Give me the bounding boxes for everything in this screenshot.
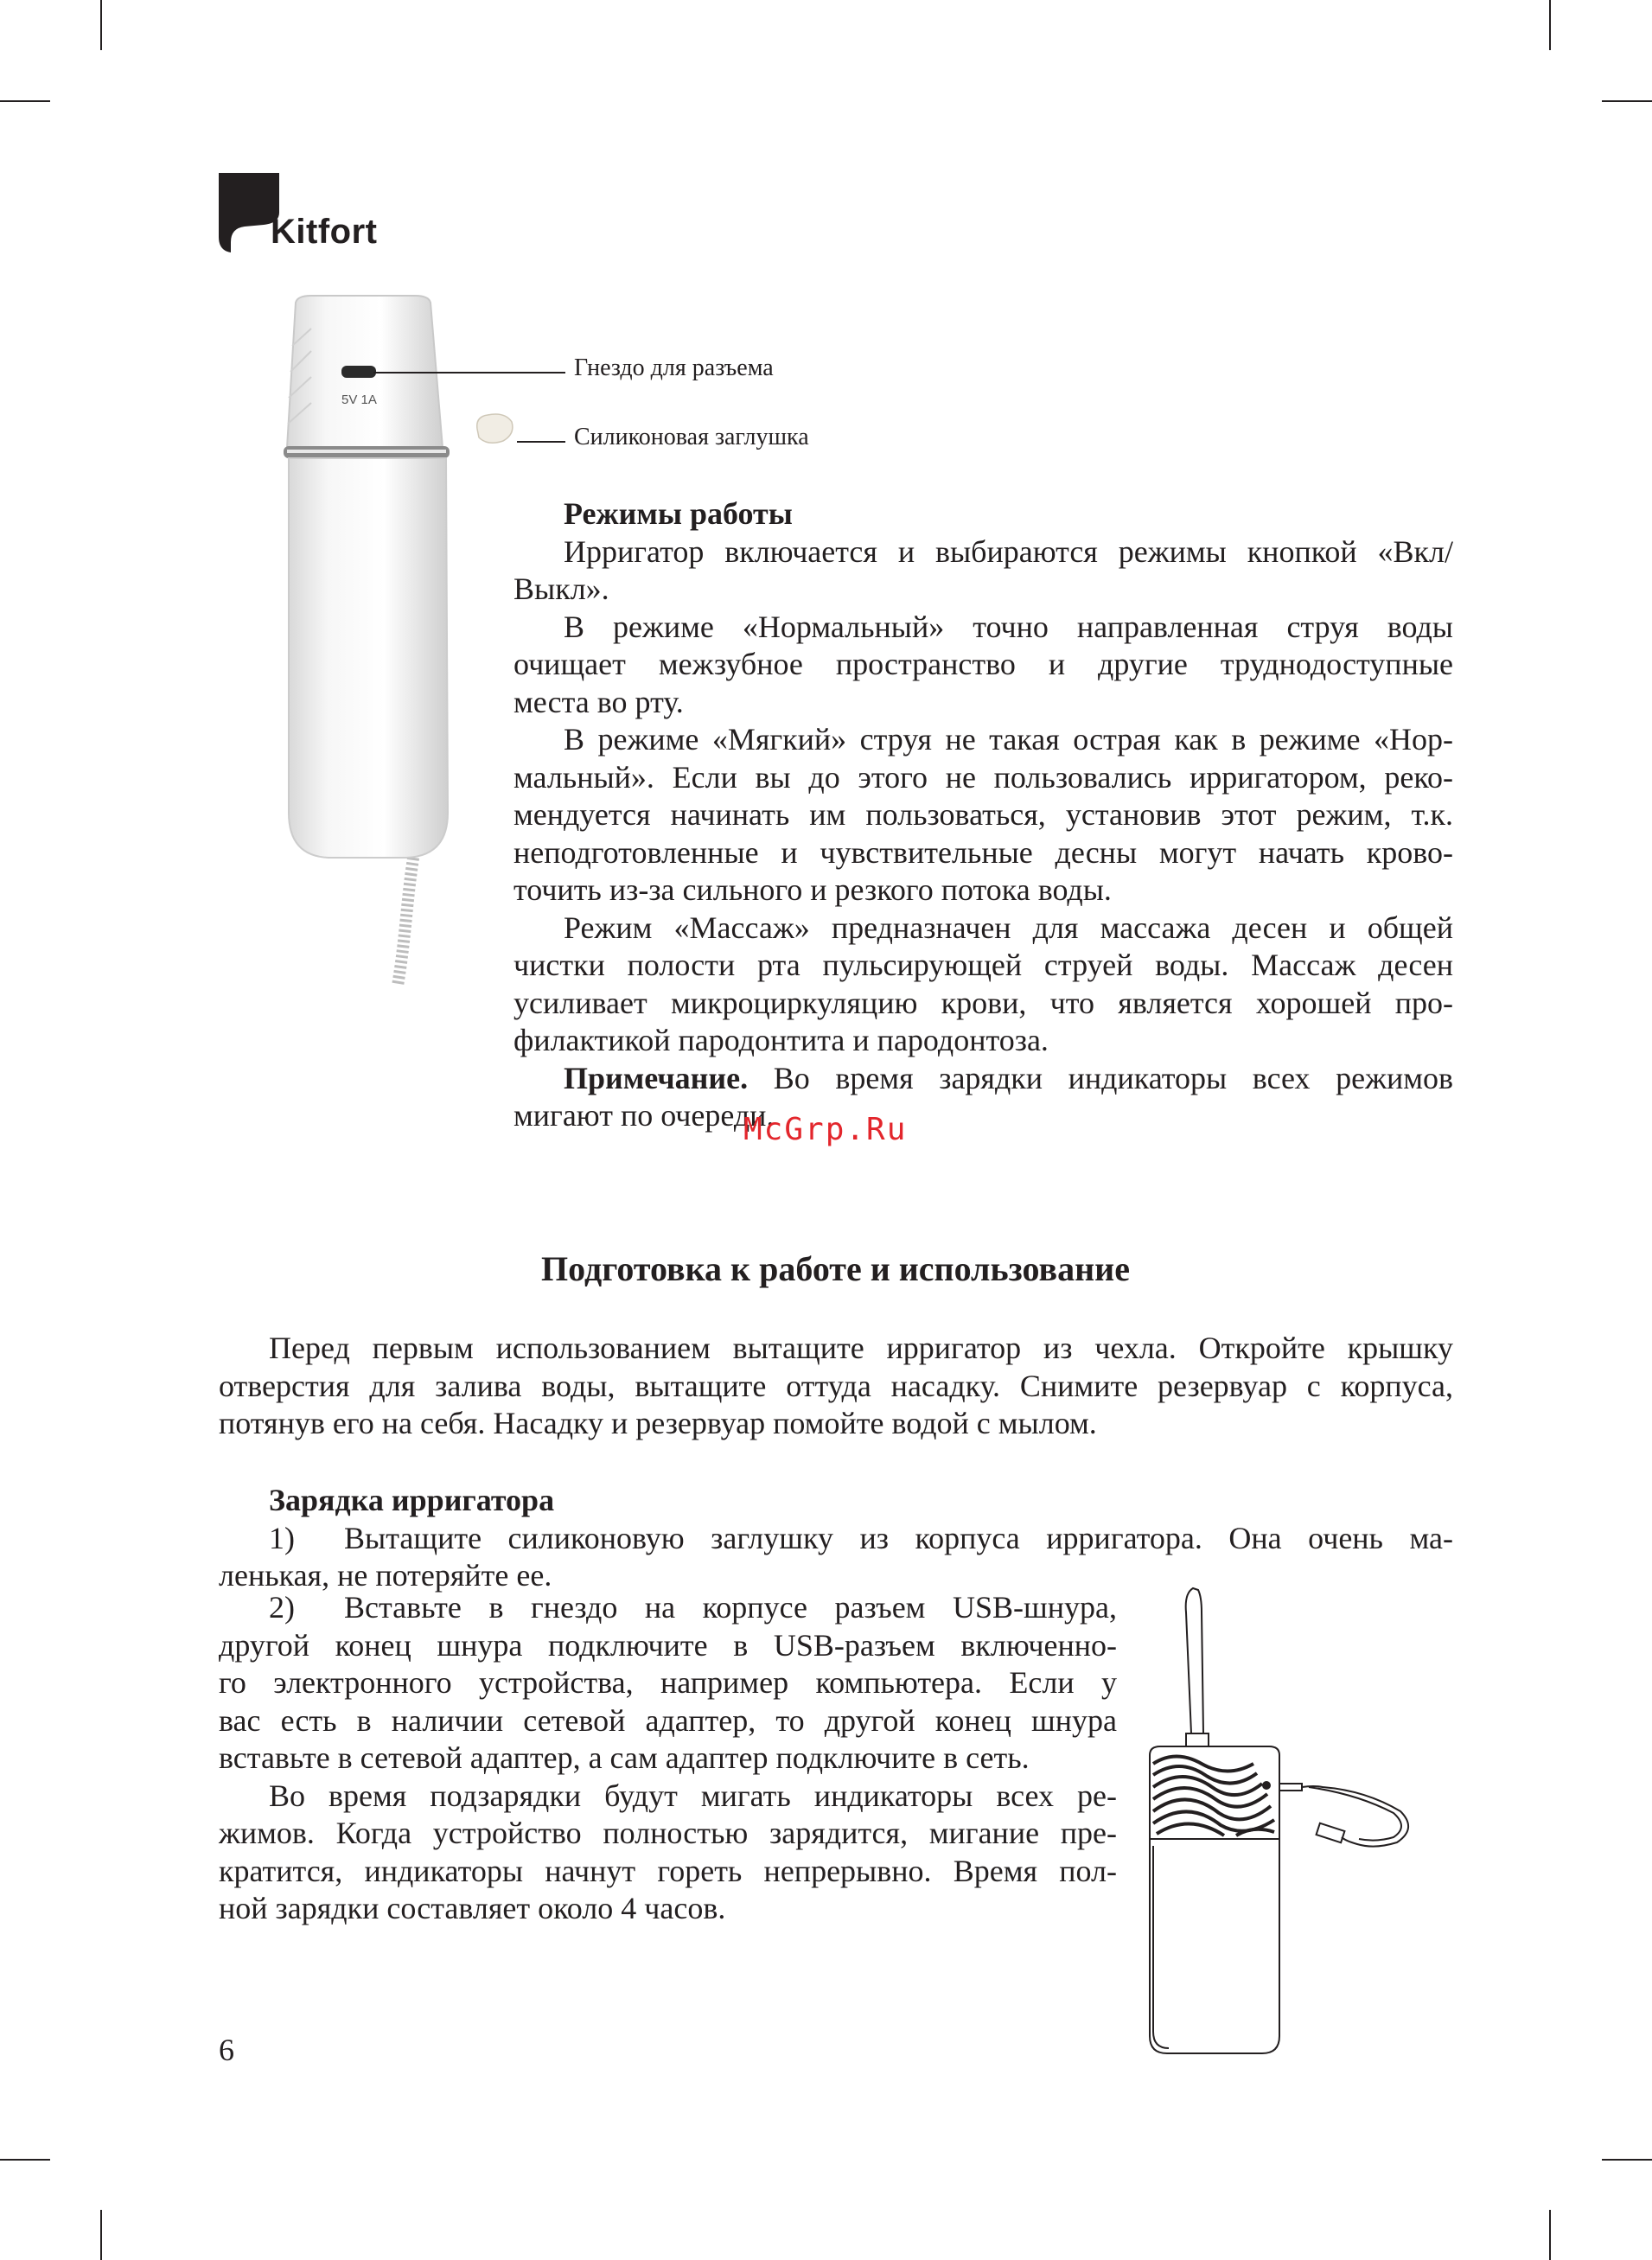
modes-p4-line: филактикой пародонтита и пародонтоза.: [513, 1023, 1049, 1057]
crop-mark: [1602, 2159, 1652, 2161]
modes-p3-line: мендуется начинать им пользоваться, установив этот режим, т.к.: [513, 797, 1453, 832]
brand-name: Kitfort: [271, 213, 378, 251]
crop-mark: [1549, 0, 1551, 50]
modes-p4-line: Режим «Массаж» предназначен для массажа десен и общей: [564, 910, 1453, 945]
modes-heading: Режимы работы: [564, 496, 793, 531]
step2-line: [219, 1589, 1117, 1627]
modes-p1-line: Ирригатор включается и выбираются режимы кнопкой «Вкл/: [564, 533, 1453, 569]
callout-socket: Гнездо для разъема: [574, 354, 774, 381]
note-label: Примечание.: [564, 1060, 749, 1095]
crop-mark: [1602, 100, 1652, 102]
irrigator-side-figure: [277, 294, 501, 1003]
intro-line: Перед первым использованием вытащите ирригатор из чехла. Откройте крышку: [269, 1331, 1453, 1365]
crop-mark: [0, 100, 50, 102]
step1-line: ленькая, не потеряйте ее.: [219, 1558, 552, 1593]
note-text: Во время зарядки индикаторы всех режимов: [748, 1060, 1453, 1095]
charging-heading: Зарядка ирригатора: [269, 1483, 555, 1517]
modes-p3-line: В режиме «Мягкий» струя не такая острая как в режиме «Нор-: [564, 722, 1453, 757]
step2-line: го электронного устройства, например компьютера. Если у: [219, 1665, 1117, 1700]
step2-line: вставьте в сетевой адаптер, а сам адаптер подключите в сеть.: [219, 1740, 1030, 1775]
callout-line: [373, 372, 565, 373]
step2-number: 2): [269, 1590, 295, 1625]
step1-number: 1): [269, 1520, 295, 1555]
step1-text: Вытащите силиконовую заглушку из корпуса ирригатора. Она очень ма-: [344, 1520, 1453, 1555]
charging-p-line: жимов. Когда устройство полностью зарядится, мигание пре-: [219, 1816, 1117, 1850]
intro-line: потянув его на себя. Насадку и резервуар помойте водой с мылом.: [219, 1406, 1097, 1440]
modes-p3-line: точить из-за сильного и резкого потока воды.: [513, 872, 1112, 907]
step1-line: [219, 1520, 1453, 1558]
charging-p-line: кратится, индикаторы начнут гореть непрерывно. Время пол-: [219, 1853, 1117, 1888]
charging-section: [219, 1482, 1453, 1595]
step2-section: [219, 1589, 1117, 1928]
brand-logo: [219, 173, 392, 256]
crop-mark: [1549, 2210, 1551, 2260]
silicone-plug-figure: [474, 412, 515, 446]
note-line: [513, 1060, 1453, 1098]
step2-line: вас есть в наличии сетевой адаптер, то другой конец шнура: [219, 1702, 1117, 1738]
crop-mark: [100, 0, 102, 50]
charging-p-line: Во время подзарядки будут мигать индикаторы всех ре-: [269, 1778, 1117, 1813]
charging-figure: [1141, 1586, 1461, 2066]
page-number: 6: [219, 2033, 234, 2067]
modes-p3-line: мальный». Если вы до этого не пользовались ирригатором, реко-: [513, 759, 1453, 795]
step2-line: другой конец шнура подключите в USB-разъем включенно-: [219, 1627, 1117, 1663]
modes-section: [513, 495, 1453, 1135]
note-line: мигают по очереди.: [513, 1098, 775, 1133]
intro-line: отверстия для залива воды, вытащите оттуда насадку. Снимите резервуар с корпуса,: [219, 1368, 1453, 1403]
modes-p2-line: места во рту.: [513, 684, 684, 719]
step2-text: Вставьте в гнездо на корпусе разъем USB-шнура,: [344, 1590, 1117, 1625]
modes-p3-line: неподготовленные и чувствительные десны могут начать крово-: [513, 834, 1453, 870]
callout-plug: Силиконовая заглушка: [574, 424, 809, 450]
modes-p4-line: усиливает микроциркуляцию крови, что является хорошей про-: [513, 985, 1453, 1020]
modes-p2-line: В режиме «Нормальный» точно направленная струя воды: [564, 609, 1453, 644]
device-marking: 5V 1A: [341, 393, 377, 407]
modes-p4-line: чистки полости рта пульсирующей струей воды. Массаж десен: [513, 948, 1453, 982]
crop-mark: [100, 2210, 102, 2260]
modes-p1-line: Выкл».: [513, 571, 609, 606]
section-title: Подготовка к работе и использование: [541, 1249, 1130, 1288]
modes-p2-line: очищает межзубное пространство и другие труднодоступные: [513, 647, 1453, 681]
crop-mark: [0, 2159, 50, 2161]
charging-p-line: ной зарядки составляет около 4 часов.: [219, 1891, 726, 1925]
intro-paragraph: [219, 1330, 1453, 1443]
callout-line: [517, 441, 565, 443]
watermark: McGrp.Ru: [743, 1112, 908, 1147]
